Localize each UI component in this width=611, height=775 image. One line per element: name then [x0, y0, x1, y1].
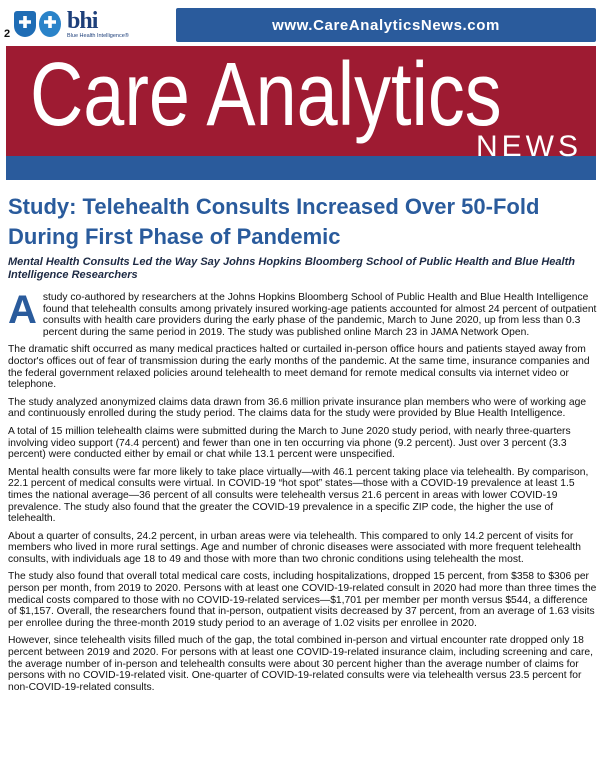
- article-paragraph: Mental health consults were far more likely to take place virtually—with 46.1 percent taking place via telehealth. By comparison, 22.1 percent of medical consults were virtual. In COVID-19 “hot spot” states—those with a COVID-19 prevalence at least 1.5 times the national average—36 percent of all consults were telehealth versus 21.6 percent in areas with lower COVID-19 prevalence. The study also found that the greater the COVID-19 prevalence in a specific ZIP code, the higher the use of telehealth.: [8, 466, 589, 525]
- masthead-subtitle: NEWS: [476, 130, 582, 163]
- blue-cross-icon: [14, 11, 36, 37]
- url-banner[interactable]: [176, 8, 596, 42]
- article-paragraph: The dramatic shift occurred as many medical practices halted or curtailed in-person office hours and patients stayed away from doctor's offices out of fear of transmission during the early months of the pandemic. At the same time, insurance companies and the federal government relaxed policies around telehealth to meet demand for remote medical consults via internet video or telephone.: [8, 344, 590, 391]
- blue-shield-icon: [39, 11, 61, 37]
- paragraph-text: study co-authored by researchers at the Johns Hopkins Bloomberg School of Public Health and Blue Health Intelligence found that telehealth consults among privately insured working-age patients accounted for almost 24 percent of outpatient consults with health care providers during the early phase of the pandemic, March to June 2020, up from less than 0.3 percent during the same period in 2019. The study was published online March 23 in JAMA Network Open.: [42, 292, 597, 338]
- article-paragraph: The study analyzed anonymized claims data drawn from 36.6 million private insurance plan members who were of working age and continuously enrolled during the study period. The claims data for the study were provided by Blue Health Intelligence.: [8, 396, 587, 420]
- article-body: [8, 288, 598, 699]
- page-number: 2: [4, 28, 11, 40]
- url-link[interactable]: www.CareAnalyticsNews.com: [272, 16, 500, 34]
- article-headline: Study: Telehealth Consults Increased Over 50-Fold During First Phase of Pandemic: [8, 194, 540, 249]
- top-bar: [0, 0, 611, 44]
- article-paragraph: However, since telehealth visits filled much of the gap, the total combined in-person and virtual encounter rate dropped only 18 percent between 2019 and 2020. For persons with at least one COVID-19-related insurance claim, including screening and care, the average number of in-person and telehealth consults were about 30 percent higher than the average number of claims for persons with no COVID-19-related visit. One-quarter of COVID-19-related consults were via telehealth versus 23.5 percent for non-COVID-19-related consults.: [8, 635, 593, 693]
- masthead: [6, 46, 596, 180]
- logo-group: [4, 4, 129, 44]
- bhi-logo: [67, 9, 129, 40]
- drop-cap: A: [8, 288, 37, 332]
- article-paragraph: The study also found that overall total medical care costs, including hospitalizations, dropped 15 percent, from $358 to $306 per person per month, from 2019 to 2020. Persons with at least one COVID-19-related consult in 2020 had more than three times the medical costs compared to those with no COVID-19-related services—$1,701 per member per month versus $544, a difference of $1,157. Overall, the researchers found that in-person, outpatient visits decreased by 37 percent, from an average of 1.63 visits per enrollee during the three-month 2019 study period to an average of 1.02 visits per enrollee in 2020.: [8, 571, 597, 629]
- bhi-logo-subtitle: Blue Health Intelligence®: [67, 32, 129, 39]
- article-paragraph: About a quarter of consults, 24.2 percent, in urban areas were via telehealth. This compared to only 14.2 percent of visits for members who lived in more rural settings. Age and number of chronic diseases were associated with more frequent telehealth consults, with individuals age 18 to 49 and those with more than two chronic conditions using telehealth the most.: [8, 530, 581, 565]
- bhi-logo-text: bhi: [67, 7, 98, 34]
- masthead-title: Care Analytics: [30, 46, 502, 145]
- article-paragraph: [8, 288, 598, 338]
- article-subhead: Mental Health Consults Led the Way Say Johns Hopkins Bloomberg School of Public Health and Blue Health Intelligence Researchers: [8, 256, 575, 281]
- article-paragraph: A total of 15 million telehealth claims were submitted during the March to June 2020 study period, with nearly three-quarters involving video support (74.4 percent) and fewer than one in ten occurring via phone (9.2 percent). Just over 3 percent (3.3 percent) were conducted either by email or chat while 13.1 percent were unspecified.: [8, 425, 571, 461]
